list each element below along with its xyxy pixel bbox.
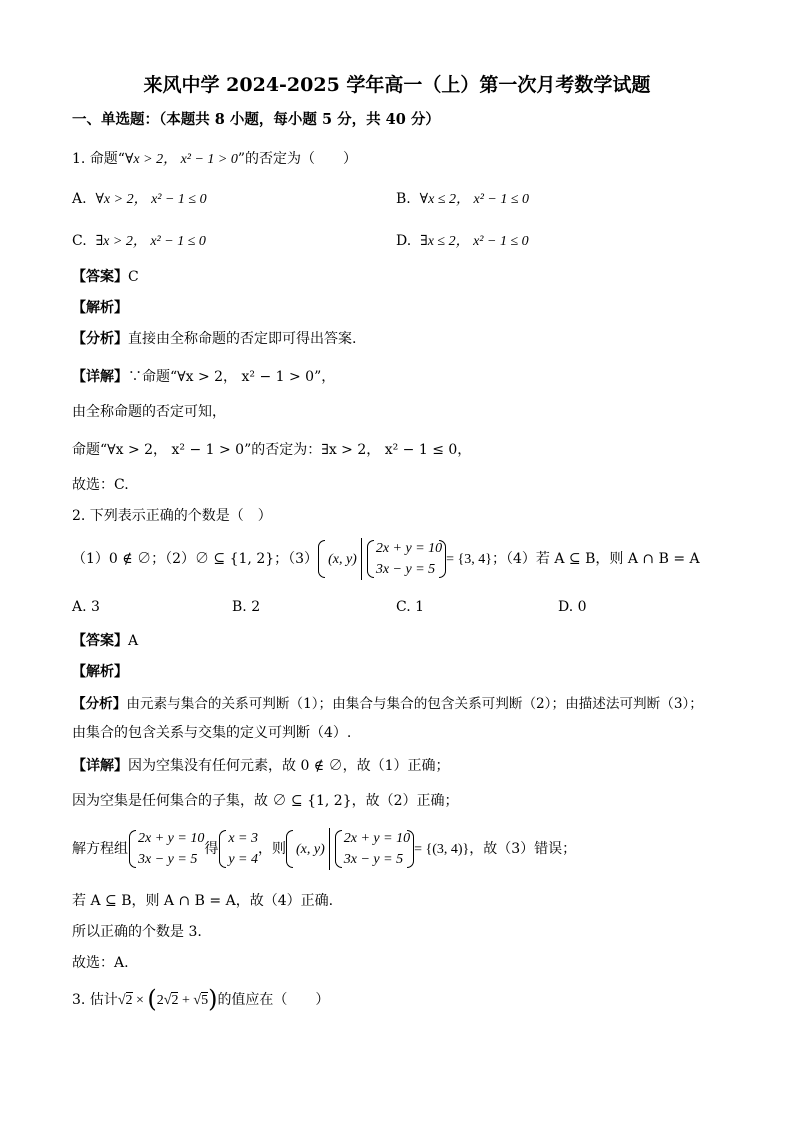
option-label: C.: [72, 233, 87, 249]
q2-stem: 2. 下列表示正确的个数是（ ）: [72, 508, 272, 524]
q1-stem-suffix: ”的否定为（ ）: [237, 151, 358, 167]
xiangjie-text: ∵命题“∀x > 2， x² − 1 > 0”，: [128, 369, 336, 385]
answer-value: A: [128, 633, 139, 649]
solve-suffix: ，故（3）错误；: [469, 841, 577, 857]
solve-then: ，则: [258, 841, 286, 857]
q1-option-d: [396, 230, 529, 250]
q2-guxuan: 故选：A.: [72, 955, 129, 971]
q3-stem-prefix: 3. 估计: [72, 992, 118, 1008]
q1-option-a: [72, 188, 207, 208]
equation: 3x − y = 5: [138, 852, 198, 867]
q2-count-line: 所以正确的个数是 3.: [72, 924, 202, 940]
q2-set-solve: [286, 828, 414, 870]
q1-xiangjie-line3: 命题“∀x > 2， x² − 1 > 0”的否定为：∃x > 2， x² − 1 ≤ 0，: [72, 442, 472, 458]
q1-guxuan: 故选：C.: [72, 477, 129, 493]
equation: 2x + y = 10: [375, 541, 443, 556]
option-text: ∃x ≤ 2， x² − 1 ≤ 0: [420, 234, 529, 249]
page-title: 来风中学 2024-2025 学年高一（上）第一次月考数学试题: [143, 74, 651, 96]
q2-option-d: D. 0: [558, 599, 587, 615]
q2-item1: （1）0 ∉ ∅；（2）∅ ⊆ {1, 2}；（3）: [72, 551, 319, 567]
xiangjie-tag: 【详解】: [72, 369, 128, 385]
q1-option-b: [396, 188, 529, 208]
q3-stem: [72, 985, 329, 1013]
q1-xiangjie-line2: 由全称命题的否定可知，: [72, 404, 226, 420]
q2-fenxi: [72, 692, 703, 712]
q3-stem-suffix: 的值应在（ ）: [217, 992, 330, 1008]
set-var: (x, y): [328, 552, 357, 567]
q2-option-a: A. 3: [72, 599, 100, 615]
q1-jiexi-tag: 【解析】: [72, 300, 128, 316]
fenxi-tag: 【分析】: [72, 331, 128, 347]
fenxi-text: 由元素与集合的关系可判断（1）；由集合与集合的包含关系可判断（2）；由描述法可判断（3）；: [126, 696, 703, 712]
fenxi-text: 直接由全称命题的否定即可得出答案.: [128, 331, 357, 347]
q2-xiangjie-line2: 因为空集是任何集合的子集，故 ∅ ⊆ {1, 2}，故（2）正确；: [72, 793, 459, 809]
option-label: D.: [396, 233, 412, 249]
equation-system: [128, 828, 204, 870]
answer-value: C: [128, 269, 139, 285]
solution-system: [218, 828, 258, 870]
xiangjie-tag: 【详解】: [72, 758, 128, 774]
equation: 3x − y = 5: [343, 852, 404, 867]
answer-tag: 【答案】: [72, 633, 128, 649]
section-heading: 一、单选题：（本题共 8 小题，每小题 5 分，共 40 分）: [72, 111, 440, 128]
q2-items: [72, 536, 700, 583]
solve-prefix: 解方程组: [72, 841, 128, 857]
solve-mid: 得: [204, 841, 219, 857]
set-var: (x, y): [296, 842, 325, 857]
q1-stem-prefix: 1. 命题“: [72, 151, 125, 167]
solution: y = 4: [228, 852, 258, 867]
answer-tag: 【答案】: [72, 269, 128, 285]
q2-xiangjie-line4: 若 A ⊆ B，则 A ∩ B = A，故（4）正确.: [72, 893, 334, 909]
q3-expression: √2 × (2√2 + √5): [117, 985, 218, 1013]
q1-answer: [72, 266, 139, 286]
q2-jiexi-tag: 【解析】: [72, 664, 128, 680]
xiangjie-text: 因为空集没有任何元素，故 0 ∉ ∅，故（1）正确；: [128, 758, 450, 774]
equation-system: [334, 828, 410, 870]
fenxi-tag: 【分析】: [72, 696, 127, 712]
q1-xiangjie: [72, 366, 335, 386]
q2-option-b: B. 2: [232, 599, 261, 615]
q1-stem: [72, 148, 357, 168]
q2-fenxi-line2: 由集合的包含关系与交集的定义可判断（4）.: [72, 725, 352, 741]
q1-stem-math: ∀x > 2， x² − 1 > 0: [124, 152, 238, 167]
q2-item3-result: = {3, 4}: [446, 552, 492, 567]
q1-fenxi: [72, 328, 356, 348]
set-bar: [361, 538, 362, 580]
q1-option-c: [72, 230, 206, 250]
option-text: ∃x > 2， x² − 1 ≤ 0: [95, 234, 206, 249]
option-text: ∀x > 2， x² − 1 ≤ 0: [95, 192, 207, 207]
equation: 2x + y = 10: [343, 831, 411, 846]
solve-result: = {(3, 4)}: [414, 842, 470, 857]
equation: 2x + y = 10: [138, 831, 205, 846]
q2-xiangjie: [72, 755, 450, 775]
option-text: ∀x ≤ 2， x² − 1 ≤ 0: [419, 192, 530, 207]
equation-system: [366, 538, 442, 580]
set-bar: [329, 828, 330, 870]
solution: x = 3: [228, 831, 258, 846]
option-label: B.: [396, 191, 411, 207]
q2-option-c: C. 1: [396, 599, 425, 615]
option-label: A.: [72, 191, 87, 207]
q2-set: [318, 538, 446, 580]
equation: 3x − y = 5: [375, 562, 436, 577]
q2-answer: [72, 630, 138, 650]
q2-solve-line: [72, 826, 576, 873]
q2-item4: ；（4）若 A ⊆ B，则 A ∩ B = A: [492, 551, 700, 567]
